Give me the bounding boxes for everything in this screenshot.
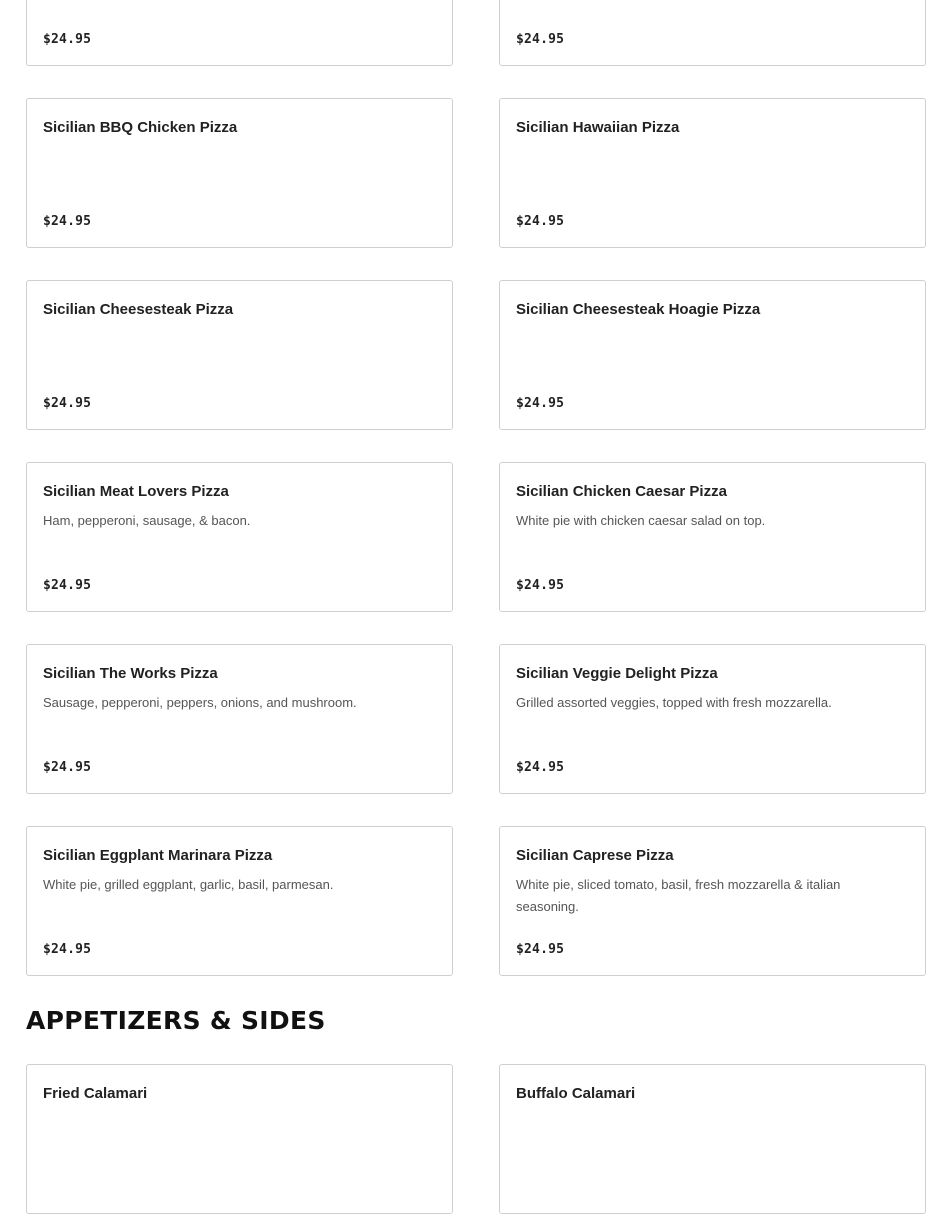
menu-item-name: Sicilian Cheesesteak Pizza xyxy=(43,301,234,318)
menu-item-price: $24.95 xyxy=(43,32,92,47)
menu-item-name: Sicilian Veggie Delight Pizza xyxy=(516,665,718,682)
menu-item-card[interactable] xyxy=(499,98,926,248)
menu-item-name: Sicilian Hawaiian Pizza xyxy=(516,119,680,136)
menu-item-name: Sicilian BBQ Chicken Pizza xyxy=(43,119,238,136)
menu-item-description: White pie, grilled eggplant, garlic, basil, parmesan. xyxy=(43,877,334,892)
menu-item-card[interactable] xyxy=(499,826,926,976)
menu-item-price: $24.95 xyxy=(516,32,565,47)
menu-item-name: Buffalo Calamari xyxy=(516,1085,636,1102)
menu-item-description: Sausage, pepperoni, peppers, onions, and mushroom. xyxy=(43,695,357,710)
menu-item-card[interactable] xyxy=(26,462,453,612)
menu-item-name: Sicilian Caprese Pizza xyxy=(516,847,674,864)
menu-item-price: $24.95 xyxy=(43,942,92,957)
menu-item-name: Sicilian The Works Pizza xyxy=(43,665,218,682)
menu-item-price: $24.95 xyxy=(516,396,565,411)
menu-item-price: $24.95 xyxy=(43,396,92,411)
menu-item-price: $24.95 xyxy=(43,760,92,775)
menu-item-name: Sicilian Eggplant Marinara Pizza xyxy=(43,847,273,864)
menu-item-name: Sicilian Cheesesteak Hoagie Pizza xyxy=(516,301,761,318)
menu-item-name: Sicilian Meat Lovers Pizza xyxy=(43,483,229,500)
menu-item-description: White pie, sliced tomato, basil, fresh mozzarella & italian seasoning. xyxy=(516,877,841,914)
menu-item-card[interactable] xyxy=(499,644,926,794)
menu-item-card[interactable] xyxy=(499,0,926,66)
menu-item-price: $24.95 xyxy=(516,578,565,593)
menu-item-card[interactable] xyxy=(26,826,453,976)
menu-item-description: Grilled assorted veggies, topped with fresh mozzarella. xyxy=(516,695,832,710)
menu-item-price: $24.95 xyxy=(516,942,565,957)
menu-item-price: $24.95 xyxy=(43,578,92,593)
menu-item-card[interactable] xyxy=(499,462,926,612)
menu-item-description: White pie with chicken caesar salad on top. xyxy=(516,513,766,528)
menu-item-description: Ham, pepperoni, sausage, & bacon. xyxy=(43,513,251,528)
menu-item-price: $24.95 xyxy=(516,760,565,775)
section-heading-appetizers: APPETIZERS & SIDES xyxy=(26,1006,326,1035)
menu-item-name: Sicilian Chicken Caesar Pizza xyxy=(516,483,727,500)
menu-item-card[interactable] xyxy=(499,280,926,430)
menu-item-price: $24.95 xyxy=(43,214,92,229)
menu-item-card[interactable] xyxy=(26,0,453,66)
menu-item-price: $24.95 xyxy=(516,214,565,229)
menu-item-card[interactable] xyxy=(26,1064,453,1214)
menu-item-card[interactable] xyxy=(499,1064,926,1214)
menu-item-name: Fried Calamari xyxy=(43,1085,148,1102)
menu-item-card[interactable] xyxy=(26,280,453,430)
menu-item-card[interactable] xyxy=(26,644,453,794)
menu-item-card[interactable] xyxy=(26,98,453,248)
